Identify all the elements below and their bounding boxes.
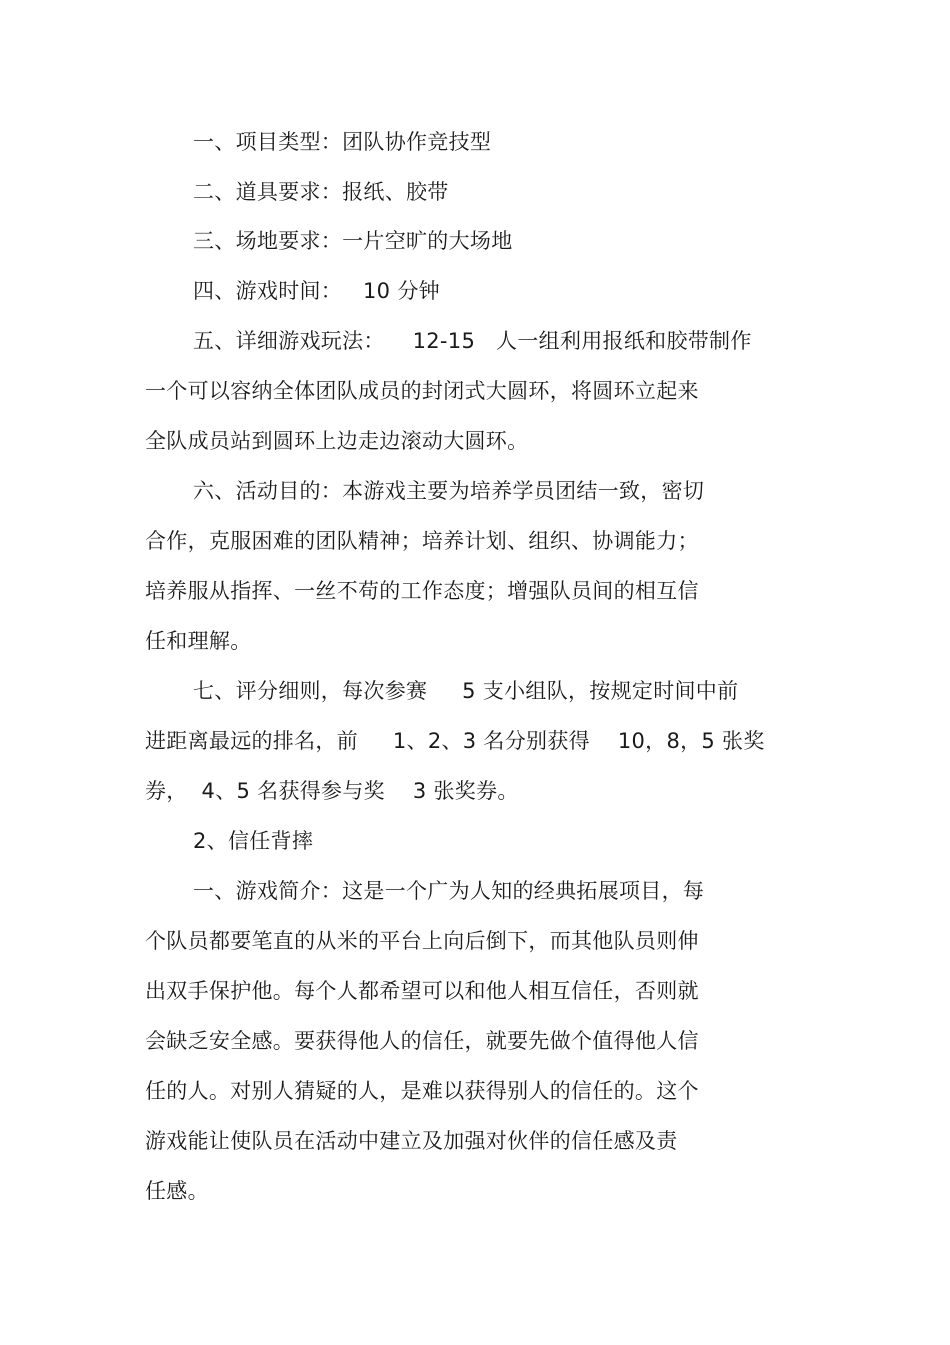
game-time-line: 四、游戏时间： 10 分钟 <box>193 279 440 303</box>
purpose-line-1: 六、活动目的：本游戏主要为培养学员团结一致，密切 <box>193 479 705 503</box>
intro-line-7: 任感。 <box>145 1179 209 1203</box>
scoring-line-3: 券， 4、5 名获得参与奖 3 张奖券。 <box>145 779 519 803</box>
intro-line-6: 游戏能让使队员在活动中建立及加强对伙伴的信任感及责 <box>145 1129 678 1153</box>
scoring-line-1: 七、评分细则，每次参赛 5 支小组队，按规定时间中前 <box>193 679 739 703</box>
venue-requirement-line: 三、场地要求：一片空旷的大场地 <box>193 229 513 253</box>
gameplay-line-3: 全队成员站到圆环上边走边滚动大圆环。 <box>145 429 529 453</box>
purpose-line-3: 培养服从指挥、一丝不苟的工作态度；增强队员间的相互信 <box>145 579 699 603</box>
gameplay-line-2: 一个可以容纳全体团队成员的封闭式大圆环，将圆环立起来 <box>145 379 699 403</box>
props-requirement-line: 二、道具要求：报纸、胶带 <box>193 180 449 204</box>
item-type-line: 一、项目类型：团队协作竞技型 <box>193 130 492 154</box>
purpose-line-2: 合作，克服困难的团队精神；培养计划、组织、协调能力； <box>145 529 699 553</box>
scoring-line-2: 进距离最远的排名，前 1、2、3 名分别获得 10，8，5 张奖 <box>145 729 765 753</box>
intro-line-2: 个队员都要笔直的从米的平台上向后倒下，而其他队员则伸 <box>145 929 699 953</box>
intro-line-4: 会缺乏安全感。要获得他人的信任，就要先做个值得他人信 <box>145 1029 699 1053</box>
intro-line-5: 任的人。对别人猜疑的人，是难以获得别人的信任的。这个 <box>145 1079 699 1103</box>
gameplay-line-1: 五、详细游戏玩法： 12-15 人一组利用报纸和胶带制作 <box>193 329 752 353</box>
intro-line-1: 一、游戏简介：这是一个广为人知的经典拓展项目，每 <box>193 879 705 903</box>
section-heading-trust-fall: 2、信任背摔 <box>193 829 314 853</box>
purpose-line-4: 任和理解。 <box>145 629 252 653</box>
intro-line-3: 出双手保护他。每个人都希望可以和他人相互信任，否则就 <box>145 979 699 1003</box>
